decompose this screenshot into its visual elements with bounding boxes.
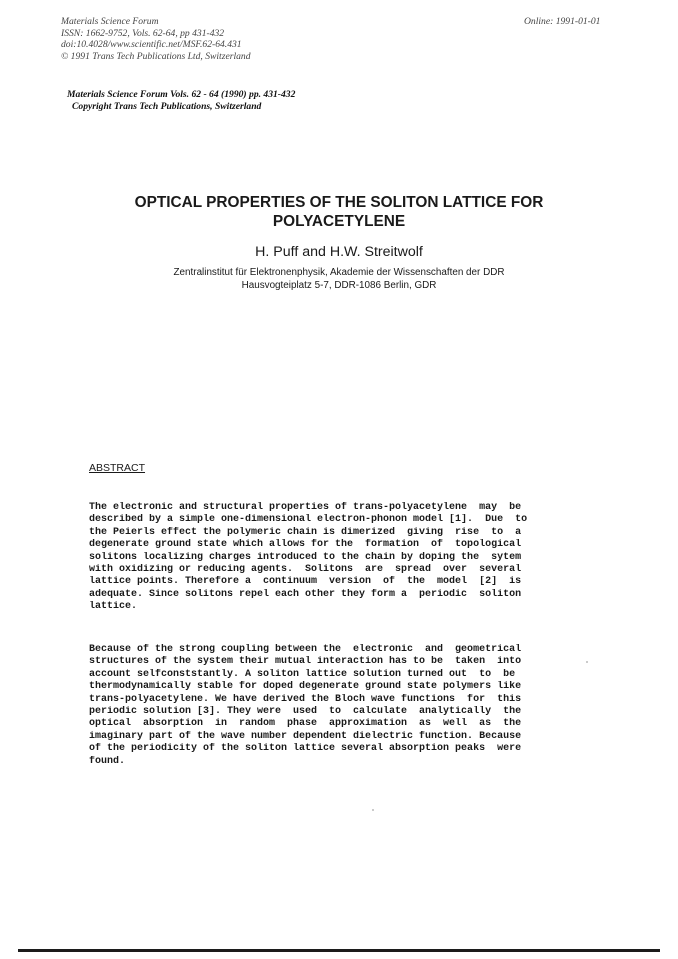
title-line-1: OPTICAL PROPERTIES OF THE SOLITON LATTICE FOR xyxy=(134,194,544,211)
abstract-paragraph-2 xyxy=(89,644,561,768)
text-line: optical absorption in random phase approximation as well as the xyxy=(89,718,522,730)
doi-line[interactable]: doi:10.4028/www.scientific.net/MSF.62-64.431 xyxy=(61,39,242,50)
text-line: trans-polyacetylene. We have derived the Bloch wave functions for this xyxy=(89,693,522,705)
citation-block xyxy=(67,89,295,113)
text-line: Because of the strong coupling between the electronic and geometrical xyxy=(89,644,522,655)
citation-line-1: Materials Science Forum Vols. 62 - 64 (1990) pp. 431-432 xyxy=(67,89,296,100)
scan-speck xyxy=(586,661,588,663)
text-line: described by a simple one-dimensional electron-phonon model [1]. Due to xyxy=(89,514,528,526)
text-line: periodic solution [3]. They were used to calculate analytically the xyxy=(89,706,522,718)
text-line: lattice points. Therefore a continuum version of the model [2] is xyxy=(89,576,522,588)
abstract-paragraph-1 xyxy=(89,502,561,614)
text-line: adequate. Since solitons repel each other they form a periodic soliton xyxy=(89,588,522,600)
text-line: with oxidizing or reducing agents. Solitons are spread over several xyxy=(89,564,522,576)
text-line: lattice. xyxy=(89,601,138,613)
journal-header xyxy=(61,16,251,62)
text-line: of the periodicity of the soliton lattice several absorption peaks were xyxy=(89,743,522,755)
text-line: degenerate ground state which allows for the formation of topological xyxy=(89,539,522,551)
affiliation-line-1: Zentralinstitut für Elektronenphysik, Akademie der Wissenschaften der DDR xyxy=(173,267,505,278)
text-line: the Peierls effect the polymeric chain is dimerized giving rise to a xyxy=(89,526,522,538)
journal-name: Materials Science Forum xyxy=(61,16,159,27)
affiliation-line-2: Hausvogteiplatz 5-7, DDR-1086 Berlin, GDR xyxy=(241,279,437,291)
issn-line: ISSN: 1662-9752, Vols. 62-64, pp 431-432 xyxy=(61,27,225,39)
affiliation xyxy=(60,267,618,292)
text-line: structures of the system their mutual interaction has to be taken into xyxy=(89,656,522,668)
text-line: thermodynamically stable for doped degenerate ground state polymers like xyxy=(89,681,522,693)
text-line: imaginary part of the wave number dependent dielectric function. Because xyxy=(89,730,522,742)
abstract-heading: ABSTRACT xyxy=(89,462,146,474)
text-line: account selfconststantly. A soliton lattice solution turned out to be xyxy=(89,668,516,680)
scan-speck xyxy=(372,809,374,811)
citation-line-2: Copyright Trans Tech Publications, Switzerland xyxy=(72,101,262,112)
copyright-line: © 1991 Trans Tech Publications Ltd, Switzerland xyxy=(61,50,251,62)
authors: H. Puff and H.W. Streitwolf xyxy=(255,244,423,260)
title-line-2: POLYACETYLENE xyxy=(272,213,406,230)
text-line: The electronic and structural properties of trans-polyacetylene may be xyxy=(89,502,522,513)
bottom-rule xyxy=(18,949,660,952)
text-line: found. xyxy=(89,755,126,767)
online-date: Online: 1991-01-01 xyxy=(524,16,601,27)
paper-title xyxy=(60,193,618,231)
text-line: solitons localizing charges introduced to the chain by doping the sytem xyxy=(89,551,522,563)
